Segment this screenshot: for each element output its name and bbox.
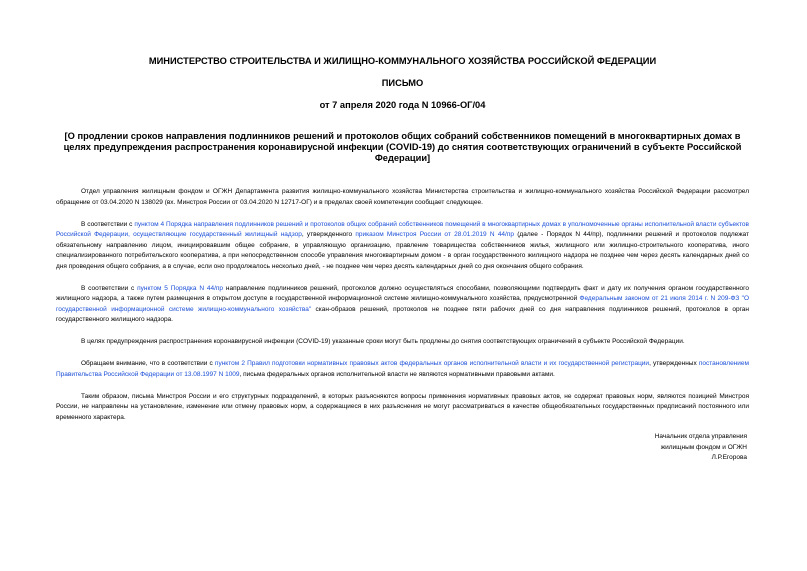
paragraph-3-text-c: скан-образов решений, протоколов не позднее пяти рабочих дней со дня направления подлинников решений, протоколов в орган государственного жилищного надзора. (56, 305, 749, 323)
signature-position-1: Начальник отдела управления (654, 433, 747, 440)
paragraph-1: Отдел управления жилищным фондом и ОГЖН Департамента развития жилищно-коммунального хозяйства Министерства строительства и жилищно-коммунального хозяйства Российской Федерации рассмотрел обращение от 03.04.2020 N 138029 (вх. Минстроя России от 03.04.2020 N 12717-ОГ) и в пределах своей компетенции сообщает следующее. (56, 188, 749, 206)
doc-date-number: от 7 апреля 2020 года N 10966-ОГ/04 (319, 100, 486, 110)
paragraph-2-text-b: , утвержденного (301, 231, 356, 238)
paragraph-5-text-b: , утвержденных (649, 360, 699, 367)
paragraph-6: Таким образом, письма Минстроя России и его структурных подразделений, в которых разъясняются вопросы применения нормативных правовых актов, не содержат правовых норм, являются позицией Минстроя России, не направлены на установление, изменение или отмену правовых норм, а содержащиеся в них разъяснения не могут рассматриваться в качестве общеобязательных государственных предписаний постоянного или временного характера. (56, 392, 749, 421)
paragraph-4: В целях предупреждения распространения коронавирусной инфекции (COVID-19) указанные сроки могут быть продлены до снятия соответствующих ограничений в субъекте Российской Федерации. (81, 338, 685, 345)
paragraph-3-text-a: В соответствии с (81, 284, 138, 292)
paragraph-3 (56, 284, 749, 326)
link-government-resolution-1009[interactable]: постановлением Правительства Российской Федерации от 13.08.1997 N 1009 (56, 360, 749, 378)
link-minstroy-order-44[interactable]: приказом Минстроя России от 28.01.2019 N 44/пр (355, 231, 514, 238)
paragraph-5-text-c: , письма федеральных органов исполнительной власти не являются нормативными правовыми актами. (239, 370, 555, 378)
signature-name: Л.Р.Егорова (711, 454, 747, 461)
paragraph-5-text-a: Обращаем внимание, что в соответствии с (81, 360, 215, 367)
paragraph-2 (56, 220, 749, 273)
link-order-item-5[interactable]: пунктом 5 Порядка N 44/пр (137, 284, 224, 292)
ministry-title: МИНИСТЕРСТВО СТРОИТЕЛЬСТВА И ЖИЛИЩНО-КОММУНАЛЬНОГО ХОЗЯЙСТВА РОССИЙСКОЙ ФЕДЕРАЦИИ (148, 56, 657, 66)
link-federal-law-209[interactable]: Федеральным законом от 21 июля 2014 г. N 209-ФЗ "О государственной информационной системе жилищно-коммунального хозяйства" (56, 295, 749, 313)
paragraph-2-text-c: (далее - Порядок N 44/пр), подлинники решений и протоколов подлежат обязательному направлению лицом, инициировавшим общее собрание, в управляющую организацию, правление товарищества собственников жилья, жилищного или жилищно-строительного кооператива, иного специализированного потребительского кооператива, а при непосредственном способе управления многоквартирным домом - в орган государственного жилищного надзора не позднее чем через десять календарных дней со дня проведения общего собрания, а в случае, если оно продолжалось несколько дней, - не позднее чем через десять календарных дней со дня окончания общего собрания. (56, 231, 750, 270)
paragraph-2-text-a: В соответствии с (81, 220, 135, 228)
link-rules-item-2[interactable]: пунктом 2 Правил подготовки нормативных правовых актов федеральных органов исполнительной власти и их государственной регистрации (214, 360, 650, 367)
doc-type: ПИСЬМО (381, 78, 424, 88)
signature-position-2: жилищным фондом и ОГЖН (660, 443, 747, 451)
signature-block (607, 432, 747, 464)
doc-subject: [О продлении сроков направления подлинников решений и протоколов общих собраний собственников помещений в многоквартирных домах в целях предупреждения распространения коронавирусной инфекции (COVID-19) до снятия соответствующих ограничений в субъекте Российской Федерации] (63, 131, 742, 163)
paragraph-5 (56, 359, 749, 380)
link-order-item-4[interactable]: пунктом 4 Порядка направления подлинников решений и протоколов общих собраний собственников помещений в многоквартирных домах в уполномоченные органы исполнительной власти субъектов Российской Федерации, осуществляющие государственный жилищный надзор (56, 220, 750, 238)
letter-body (56, 187, 749, 423)
paragraph-3-text-b: направление подлинников решений, протоколов должно осуществляться способами, позволяющими подтвердить факт и дату их получения органом государственного жилищного надзора, а также путем размещения в открытом доступе в государственной информационной системе жилищно-коммунального хозяйства, предусмотренной (56, 284, 749, 302)
